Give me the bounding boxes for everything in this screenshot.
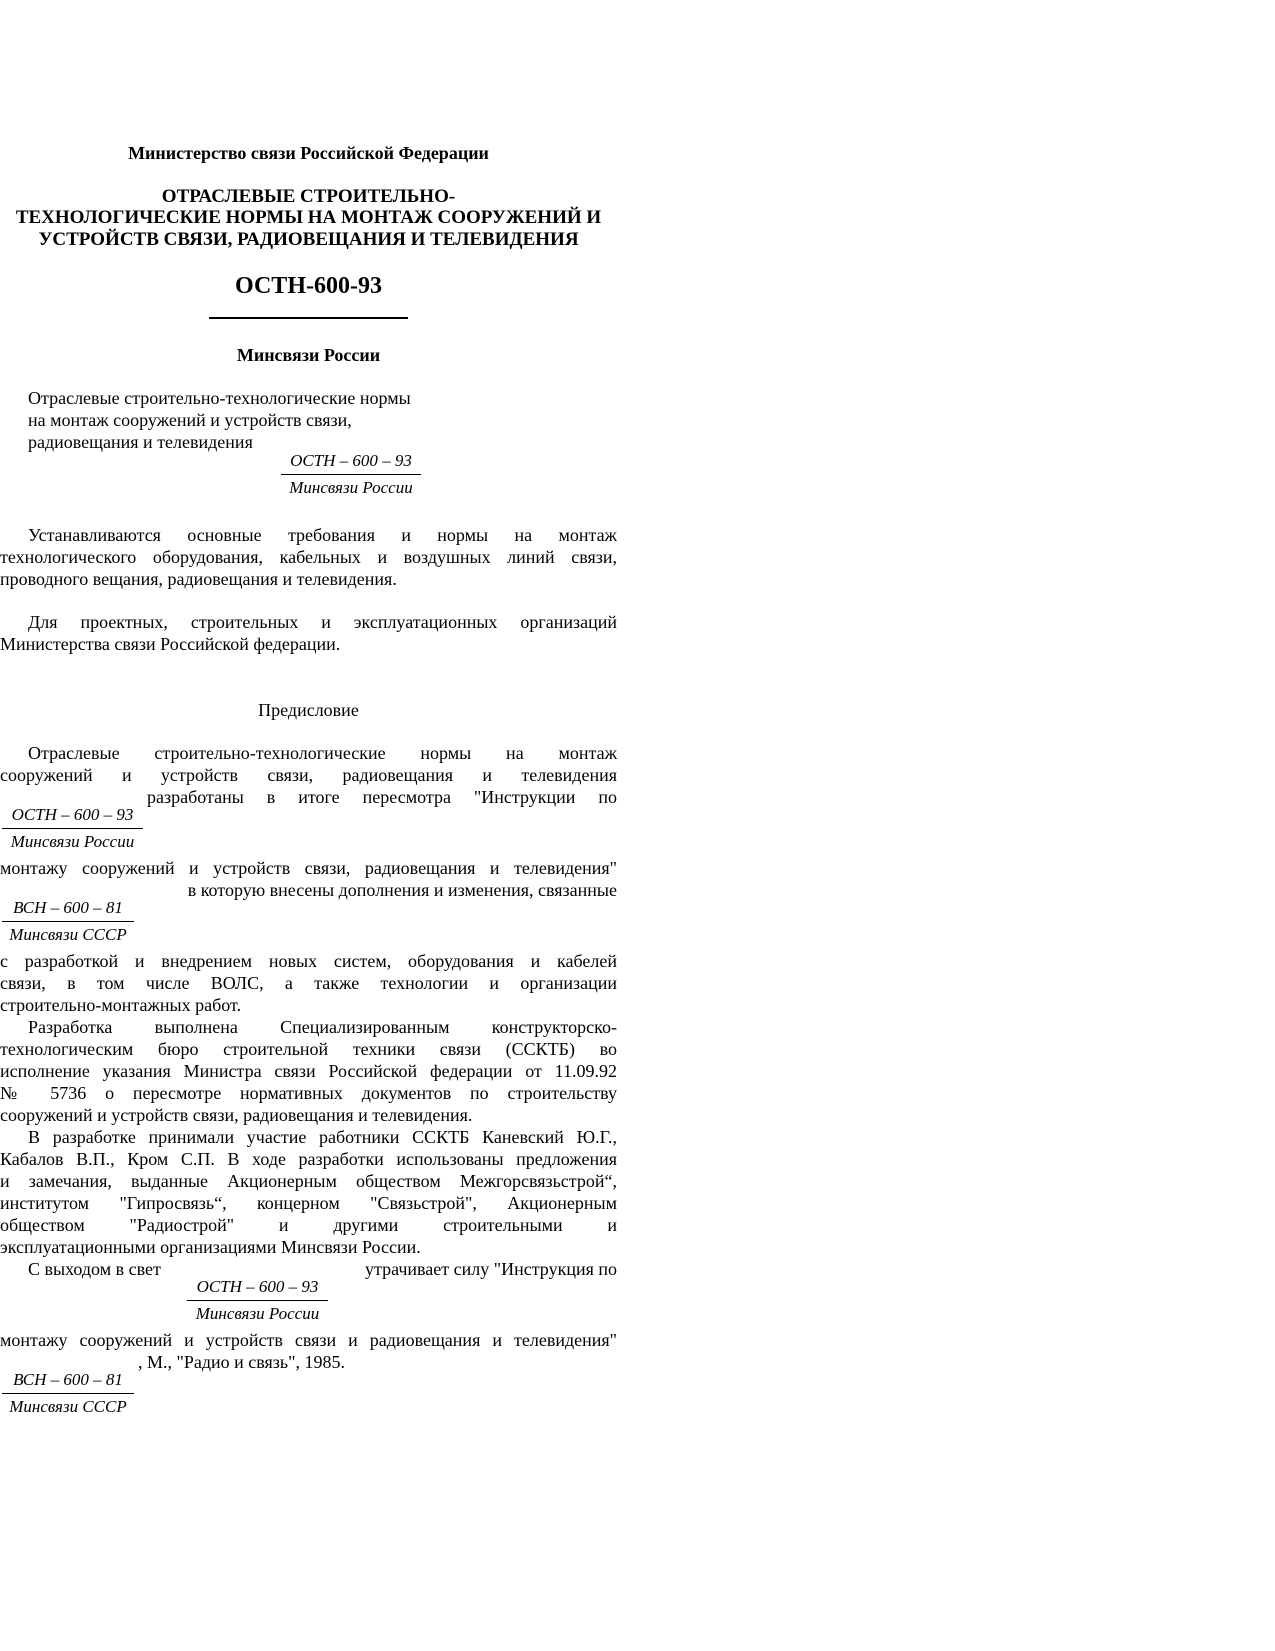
summary-p1-line-1: Устанавливаются основные требования и нормы на монтаж [28, 525, 617, 545]
summary-p2-line-1: Для проектных, строительных и эксплуатационных организаций [28, 612, 617, 632]
fraction-numerator: ОСТН – 600 – 93 [187, 1276, 328, 1301]
title-line-3: УСТРОЙСТВ СВЯЗИ, РАДИОВЕЩАНИЯ И ТЕЛЕВИДЕНИЯ [38, 229, 579, 250]
preface-p3-line-4: институтом "Гипросвязь“, концерном "Связьстрой", Акционерным [0, 1193, 617, 1213]
preface-p3-line-1: В разработке принимали участие работники ССКТБ Каневский Ю.Г., [28, 1127, 617, 1147]
document-code: ОСТН-600-93 [235, 273, 382, 299]
preface-p3-line-3: и замечания, выданные Акционерным обществом Межгорсвязьстрой“, [0, 1171, 617, 1191]
fraction-denominator: Минсвязи России [10, 832, 135, 851]
summary-p1-line-3: проводного вещания, радиовещания и телевидения. [0, 569, 397, 589]
preface-p4-lead: С выходом в свет [28, 1259, 161, 1279]
preface-heading: Предисловие [258, 700, 359, 720]
preface-p2-line-1: Разработка выполнена Специализированным конструкторско- [28, 1017, 617, 1037]
intro-fraction [281, 450, 421, 499]
fraction-denominator: Минсвязи России [289, 478, 413, 497]
summary-p2-line-2: Министерства связи Российской федерации. [0, 634, 341, 654]
preface-p1c-line-2: связи, в том числе ВОЛС, а также технологии и организации [0, 973, 617, 993]
code-underline [209, 317, 408, 319]
preface-p4-line-3: , М., "Радио и связь", 1985. [138, 1352, 345, 1372]
preface-p1-line-1: Отраслевые строительно-технологические нормы на монтаж [28, 743, 617, 763]
preface-p4-line-2: монтажу сооружений и устройств связи и радиовещания и телевидения" [0, 1330, 617, 1350]
preface-fraction-vsn [2, 897, 134, 946]
preface-p2-line-2: технологическим бюро строительной техники связи (ССКТБ) во [0, 1039, 617, 1059]
preface-p2-line-4: № 5736 о пересмотре нормативных документов по строительству [0, 1083, 617, 1103]
preface-p2-line-3: исполнение указания Министра связи Российской федерации от 11.09.92 [0, 1061, 617, 1081]
preface-p3-line-5: обществом "Радиострой" и другими строительными и [0, 1215, 617, 1235]
summary-p1-line-2: технологического оборудования, кабельных и воздушных линий связи, [0, 547, 617, 567]
preface-p3-line-2: Кабалов В.П., Кром С.П. В ходе разработки использованы предложения [0, 1149, 617, 1169]
title-line-1: ОТРАСЛЕВЫЕ СТРОИТЕЛЬНО- [161, 186, 456, 207]
fraction-denominator: Минсвязи России [195, 1304, 320, 1323]
preface-p4-fraction-ostn [187, 1276, 328, 1325]
ministry-heading: Министерство связи Российской Федерации [128, 143, 489, 163]
preface-p4-fraction-vsn [2, 1369, 134, 1418]
preface-p2-line-5: сооружений и устройств связи, радиовещания и телевидения. [0, 1105, 473, 1125]
fraction-numerator: ОСТН – 600 – 93 [2, 804, 143, 829]
fraction-numerator: ВСН – 600 – 81 [2, 897, 134, 922]
preface-p1b-line-2: в которую внесены дополнения и изменения, связанные [187, 880, 617, 900]
preface-fraction-ostn [2, 804, 143, 853]
preface-p1-line-3: разработаны в итоге пересмотра "Инструкции по [147, 787, 617, 807]
preface-p1c-line-3: строительно-монтажных работ. [0, 995, 242, 1015]
fraction-numerator: ВСН – 600 – 81 [2, 1369, 134, 1394]
fraction-denominator: Минсвязи СССР [9, 925, 127, 944]
preface-p1-line-2: сооружений и устройств связи, радиовещания и телевидения [0, 765, 617, 785]
intro-line-2: на монтаж сооружений и устройств связи, [28, 410, 352, 430]
fraction-denominator: Минсвязи СССР [9, 1397, 127, 1416]
title-line-2: ТЕХНОЛОГИЧЕСКИЕ НОРМЫ НА МОНТАЖ СООРУЖЕНИЙ И [15, 207, 602, 228]
preface-p4-tail: утрачивает силу "Инструкция по [365, 1259, 617, 1279]
issuer-heading: Минсвязи России [236, 345, 381, 365]
intro-line-1: Отраслевые строительно-технологические нормы [28, 388, 411, 408]
preface-p1c-line-1: с разработкой и внедрением новых систем, оборудования и кабелей [0, 951, 617, 971]
fraction-numerator: ОСТН – 600 – 93 [281, 450, 421, 475]
preface-p3-line-6: эксплуатационными организациями Минсвязи России. [0, 1237, 421, 1257]
preface-p1b-line-1: монтажу сооружений и устройств связи, радиовещания и телевидения" [0, 858, 617, 878]
intro-line-3: радиовещания и телевидения [28, 432, 253, 452]
